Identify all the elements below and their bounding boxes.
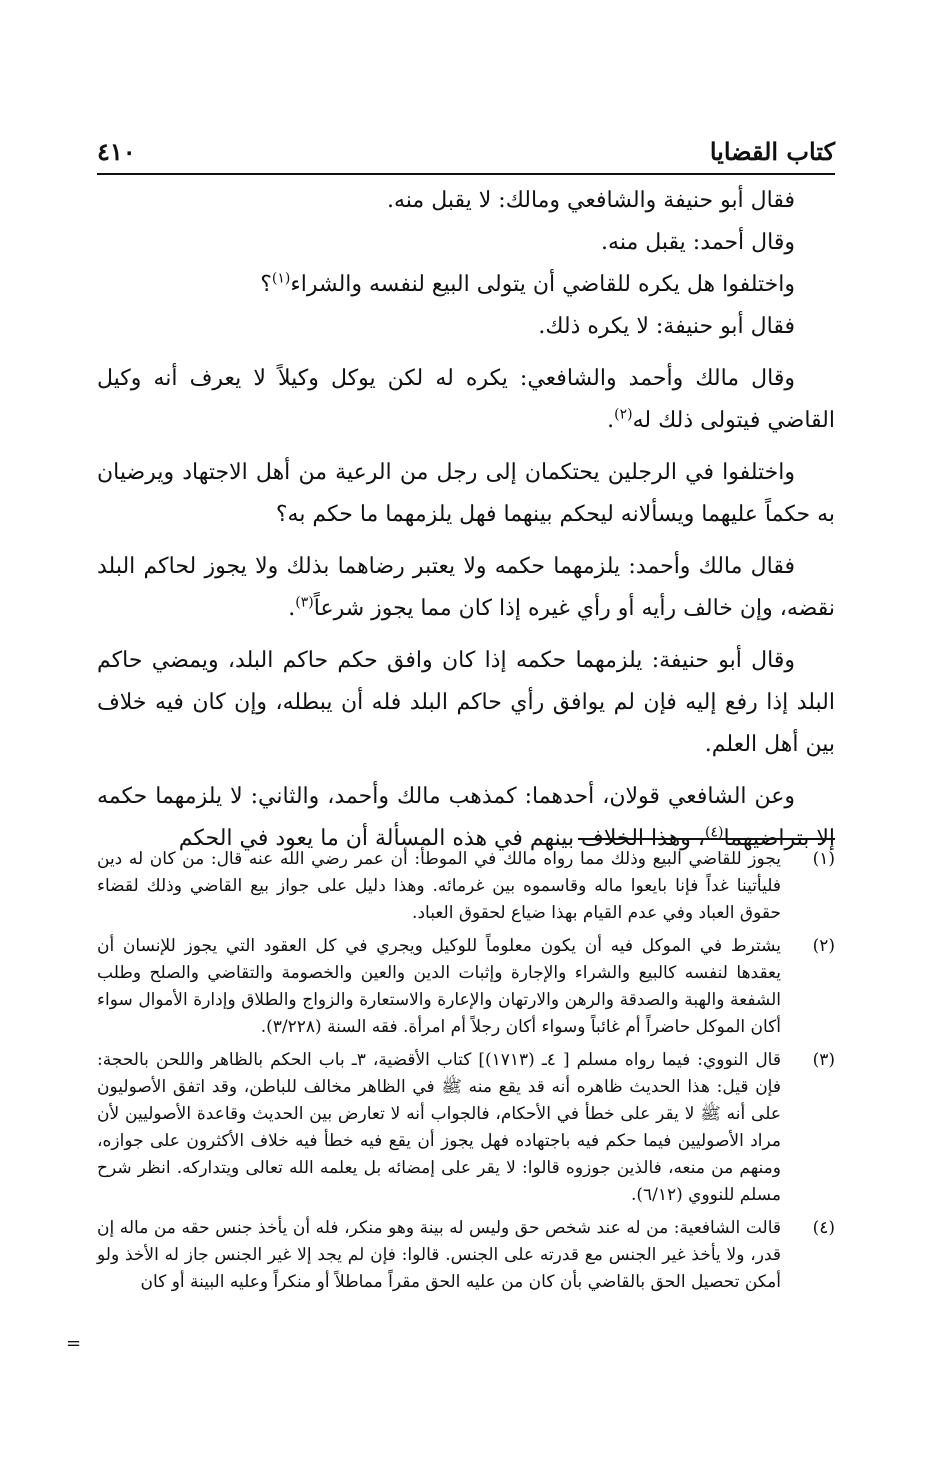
footnote-text: يشترط في الموكل فيه أن يكون معلوماً للوكيل ويجري في كل العقود التي يجوز للإنسان أن يعقدها لنفسه كالبيع والشراء والإجارة وإثبات الدين والعين والخصومة والتقاضي والصلح وطلب الشفعة والهبة والصدقة والرهن والارتهان والإعارة والاستعارة والزواج والطلاق وإدارة الأموال سواء أكان الموكل حاضراً أم غائباً وسواء أكان رجلاً أم امرأة. فقه السنة (٣/٢٢٨). (97, 936, 781, 1037)
footnote-ref-4[interactable]: (٤) (704, 824, 724, 841)
footnote-3 (97, 1047, 835, 1209)
footnote-text: قال النووي: فيما رواه مسلم [ ٤ـ (١٧١٣)] كتاب الأقضية، ٣ـ باب الحكم بالظاهر واللحن بالحجة: فإن قيل: هذا الحديث ظاهره أنه قد يقع منه ﷺ في الظاهر مخالف للباطن، وقد اتفق الأصوليون على أنه ﷺ لا يقر على خطأ في الأحكام، فالجواب أنه لا تعارض بين الحديث وقاعدة الأصوليين لأن مراد الأصوليين فيما حكم فيه باجتهاده فهل يجوز أن يقع فيه خطأ فيه خلاف الأكثرون على جوازه، ومنهم من منعه، فالذين جوزوه قالوا: لا يقر على إمضائه بل يعلمه الله تعالى ويتداركه. انظر شرح مسلم للنووي (٦/١٢). (97, 1050, 781, 1205)
footnote-number: (٢) (812, 936, 835, 956)
footnote-4 (97, 1215, 835, 1296)
paragraph-7 (97, 546, 835, 630)
paragraph-9-text-b: ، وهذا الخلاف بينهم في هذه المسألة أن ما يعود في الحكم (178, 826, 705, 851)
paragraph-7-text: فقال مالك وأحمد: يلزمهما حكمه ولا يعتبر رضاهما بذلك ولا يجوز لحاكم البلد نقضه، وإن خالف رأيه أو رأي غيره إذا كان مما يجوز شرعاً (97, 554, 835, 621)
footnote-1 (97, 846, 835, 927)
paragraph-3-end: ؟ (260, 272, 272, 297)
chapter-title: كتاب القضايا (709, 137, 835, 166)
footnote-text: يجوز للقاضي البيع وذلك مما رواه مالك في الموطأ: أن عمر رضي الله عنه قال: من كان له دين فليأتينا غداً فإنا بايعوا ماله وقاسموه بين غرمائه. وهذا دليل على جواز بيع القاضي وذلك لقضاء حقوق العباد وفي عدم القيام بهذا ضياع لحقوق العباد. (97, 849, 781, 923)
paragraph-5 (97, 358, 835, 442)
paragraph-9-text-a: وعن الشافعي قولان، أحدهما: كمذهب مالك وأحمد، والثاني: لا يلزمهما حكمه إلا بتراضيهما (97, 784, 835, 851)
paragraph-1: فقال أبو حنيفة والشافعي ومالك: لا يقبل منه. (387, 188, 795, 213)
footnote-number: (١) (812, 849, 835, 869)
paragraph-6: واختلفوا في الرجلين يحتكمان إلى رجل من الرعية من أهل الاجتهاد ويرضيان به حكماً عليهما ويسألانه ليحكم بينهما فهل يلزمهما ما حكم به؟ (97, 460, 835, 527)
main-text (97, 180, 835, 860)
footnote-number: (٣) (812, 1050, 835, 1070)
footnote-ref-2[interactable]: (٢) (614, 406, 633, 423)
footnote-ref-1[interactable]: (١) (271, 270, 291, 287)
page-header (97, 133, 835, 175)
footnotes (97, 846, 835, 1302)
paragraph-3 (97, 264, 835, 306)
paragraph-5-end: . (607, 408, 615, 433)
footnote-divider (578, 838, 835, 840)
paragraph-4: فقال أبو حنيفة: لا يكره ذلك. (538, 314, 795, 339)
footnote-ref-3[interactable]: (٣) (295, 594, 314, 611)
paragraph-8: وقال أبو حنيفة: يلزمهما حكمه إذا كان وافق حكم حاكم البلد، ويمضي حاكم البلد إذا رفع إليه فإن لم يوافق رأي حاكم البلد فله أن يبطله، وإن كان فيه خلاف بين أهل العلم. (97, 648, 835, 757)
page-number: ٤١٠ (97, 137, 136, 166)
footnote-2 (97, 933, 835, 1041)
paragraph-2: وقال أحمد: يقبل منه. (601, 230, 795, 255)
footnote-number: (٤) (812, 1218, 835, 1238)
paragraph-5-text: وقال مالك وأحمد والشافعي: يكره له لكن يوكل وكيلاً لا يعرف أنه وكيل القاضي فيتولى ذلك له (97, 366, 835, 433)
paragraph-7-end: . (288, 596, 296, 621)
continuation-mark: = (66, 1333, 82, 1354)
paragraph-3-text: واختلفوا هل يكره للقاضي أن يتولى البيع لنفسه والشراء (290, 272, 795, 297)
footnote-text: قالت الشافعية: من له عند شخص حق وليس له بينة وهو منكر، فله أن يأخذ جنس حقه من ماله إن قدر، ولا يأخذ غير الجنس مع قدرته على الجنس. قالوا: فإن لم يجد إلا غير الجنس جاز له الأخذ ولو أمكن تحصيل الحق بالقاضي بأن كان من عليه الحق مقراً مماطلاً أو منكراً وعليه البينة أو كان (97, 1218, 781, 1292)
